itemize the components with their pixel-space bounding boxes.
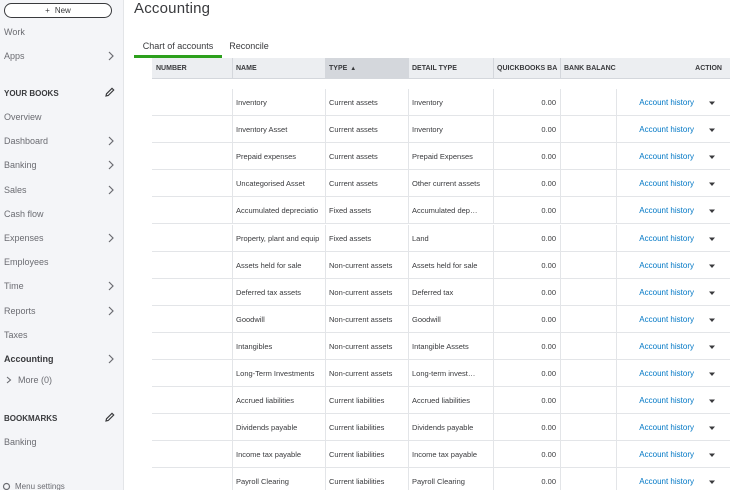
cell-type: Non-current assets bbox=[329, 341, 393, 351]
cell-quickbooks-balance: 0.00 bbox=[541, 314, 556, 324]
cell-bank-balance bbox=[560, 225, 616, 252]
account-history-link[interactable]: Account history bbox=[639, 396, 694, 406]
cell-number bbox=[152, 360, 232, 387]
pencil-icon[interactable] bbox=[104, 86, 116, 98]
bookmarks-header bbox=[4, 410, 120, 426]
header-bank-balance[interactable]: BANK BALANC bbox=[564, 65, 616, 72]
table-row[interactable] bbox=[152, 116, 730, 143]
chevron-down-icon[interactable] bbox=[707, 288, 717, 298]
cell-name: Prepaid expenses bbox=[236, 152, 297, 162]
cell-name: Inventory bbox=[236, 98, 267, 107]
account-history-link[interactable]: Account history bbox=[639, 341, 694, 351]
cell-quickbooks-balance: 0.00 bbox=[541, 423, 556, 433]
table-row[interactable] bbox=[152, 414, 730, 441]
header-action: ACTION bbox=[695, 65, 722, 72]
cell-type: Current liabilities bbox=[329, 450, 385, 460]
cell-detail-type: Payroll Clearing bbox=[412, 477, 465, 487]
table-row[interactable] bbox=[152, 89, 730, 116]
cell-detail-type: Inventory bbox=[412, 98, 443, 107]
chevron-right-icon bbox=[106, 232, 116, 244]
menu-settings-label: Menu settings bbox=[15, 482, 65, 490]
sidebar-item-label: Dashboard bbox=[4, 136, 49, 147]
chevron-right-icon bbox=[106, 305, 116, 317]
cell-number bbox=[152, 89, 232, 116]
cell-quickbooks-balance: 0.00 bbox=[541, 287, 556, 297]
cell-type: Fixed assets bbox=[329, 233, 372, 243]
cell-type: Current liabilities bbox=[329, 477, 385, 487]
cell-quickbooks-balance: 0.00 bbox=[541, 233, 556, 243]
table-row[interactable] bbox=[152, 306, 730, 333]
account-history-link[interactable]: Account history bbox=[639, 152, 694, 162]
gear-icon bbox=[2, 482, 11, 490]
chevron-right-icon bbox=[106, 50, 116, 62]
cell-name: Goodwill bbox=[236, 314, 265, 324]
your-books-header bbox=[4, 85, 120, 101]
cell-number bbox=[152, 252, 232, 279]
cell-quickbooks-balance: 0.00 bbox=[541, 477, 556, 487]
account-history-link[interactable]: Account history bbox=[639, 125, 694, 135]
cell-type: Non-current assets bbox=[329, 369, 393, 378]
cell-quickbooks-balance: 0.00 bbox=[541, 260, 556, 270]
chevron-right-icon bbox=[106, 280, 116, 292]
tab-reconcile[interactable]: Reconcile bbox=[229, 41, 269, 51]
chevron-right-icon bbox=[106, 159, 116, 171]
more-item[interactable] bbox=[6, 375, 52, 385]
cell-bank-balance bbox=[560, 360, 616, 387]
cell-bank-balance bbox=[560, 143, 616, 170]
chevron-down-icon[interactable] bbox=[707, 423, 717, 433]
cell-bank-balance bbox=[560, 441, 616, 468]
sidebar-item-apps[interactable] bbox=[4, 48, 120, 64]
table-row[interactable] bbox=[152, 333, 730, 360]
sidebar-item-label: Time bbox=[4, 281, 24, 292]
cell-name: Income tax payable bbox=[236, 450, 302, 460]
more-label: More (0) bbox=[18, 375, 53, 385]
chevron-down-icon[interactable] bbox=[707, 125, 717, 135]
sidebar-item-banking[interactable] bbox=[4, 157, 120, 173]
cell-number bbox=[152, 279, 232, 306]
cell-quickbooks-balance: 0.00 bbox=[541, 179, 556, 189]
cell-bank-balance bbox=[560, 197, 616, 224]
account-history-link[interactable]: Account history bbox=[639, 477, 694, 487]
sidebar-item-label: Reports bbox=[4, 305, 36, 316]
cell-name: Deferred tax assets bbox=[236, 287, 302, 297]
cell-detail-type: Accrued liabilities bbox=[412, 396, 470, 406]
table-row[interactable] bbox=[152, 252, 730, 279]
account-history-link[interactable]: Account history bbox=[639, 450, 694, 460]
sidebar-item-label: Banking bbox=[4, 160, 37, 171]
account-history-link[interactable]: Account history bbox=[639, 179, 694, 189]
cell-quickbooks-balance: 0.00 bbox=[541, 341, 556, 351]
cell-detail-type: Land bbox=[412, 233, 429, 243]
tab-chart-of-accounts[interactable]: Chart of accounts bbox=[142, 41, 214, 51]
cell-type: Non-current assets bbox=[329, 260, 393, 270]
cell-name: Intangibles bbox=[236, 341, 273, 351]
cell-detail-type: Long-term invest… bbox=[412, 369, 476, 378]
sidebar-item-label: Work bbox=[4, 27, 25, 37]
plus-icon: + bbox=[45, 6, 50, 15]
chevron-down-icon[interactable] bbox=[707, 261, 717, 271]
cell-name: Payroll Clearing bbox=[236, 477, 289, 487]
sidebar-item-time[interactable] bbox=[4, 278, 120, 294]
sidebar-item-sales[interactable] bbox=[4, 182, 120, 198]
cell-quickbooks-balance: 0.00 bbox=[541, 396, 556, 406]
table-row[interactable] bbox=[152, 279, 730, 306]
cell-type: Non-current assets bbox=[329, 314, 393, 324]
chevron-down-icon[interactable] bbox=[707, 396, 717, 406]
chevron-down-icon[interactable] bbox=[707, 206, 717, 216]
sidebar-item-overview[interactable] bbox=[4, 109, 120, 125]
account-history-link[interactable]: Account history bbox=[639, 423, 694, 433]
chevron-right-icon bbox=[106, 135, 116, 147]
cell-number bbox=[152, 143, 232, 170]
cell-detail-type: Accumulated dep… bbox=[412, 206, 478, 216]
cell-type: Current assets bbox=[329, 152, 378, 162]
new-button[interactable] bbox=[4, 3, 112, 18]
bookmarks-label: BOOKMARKS bbox=[4, 413, 58, 423]
cell-detail-type: Inventory bbox=[412, 125, 443, 135]
your-books-label: YOUR BOOKS bbox=[4, 88, 59, 98]
sidebar-item-taxes[interactable] bbox=[4, 327, 120, 343]
chevron-down-icon[interactable] bbox=[707, 369, 717, 379]
cell-type: Current assets bbox=[329, 125, 378, 135]
chevron-right-icon bbox=[106, 184, 116, 196]
table-row[interactable] bbox=[152, 360, 730, 387]
cell-name: Dividends payable bbox=[236, 423, 298, 433]
header-number[interactable]: NUMBER bbox=[156, 65, 187, 72]
header-name[interactable]: NAME bbox=[236, 65, 257, 72]
table-row[interactable] bbox=[152, 225, 730, 252]
cell-quickbooks-balance: 0.00 bbox=[541, 125, 556, 135]
sidebar-item-work[interactable] bbox=[4, 24, 120, 40]
cell-type: Fixed assets bbox=[329, 206, 372, 216]
header-quickbooks-balance[interactable]: QUICKBOOKS BA bbox=[497, 65, 558, 72]
cell-type: Current assets bbox=[329, 179, 378, 189]
cell-number bbox=[152, 225, 232, 252]
cell-bank-balance bbox=[560, 387, 616, 414]
pencil-icon[interactable] bbox=[104, 411, 116, 423]
sidebar-item-label: Banking bbox=[4, 437, 37, 447]
sidebar-item-label: Cash flow bbox=[4, 208, 44, 219]
cell-number bbox=[152, 333, 232, 360]
sidebar-item-employees[interactable] bbox=[4, 254, 120, 270]
cell-number bbox=[152, 197, 232, 224]
cell-type: Current assets bbox=[329, 98, 378, 107]
cell-number bbox=[152, 116, 232, 143]
sidebar-item-label: Apps bbox=[4, 51, 25, 62]
account-history-link[interactable]: Account history bbox=[639, 314, 694, 324]
cell-bank-balance bbox=[560, 414, 616, 441]
table-row[interactable] bbox=[152, 441, 730, 468]
cell-number bbox=[152, 387, 232, 414]
sidebar-item-label: Sales bbox=[4, 184, 27, 195]
chevron-right-icon bbox=[6, 376, 12, 384]
table-row[interactable] bbox=[152, 170, 730, 197]
table-header bbox=[152, 58, 730, 79]
cell-number bbox=[152, 306, 232, 333]
left-sidebar bbox=[0, 0, 124, 490]
account-history-link[interactable]: Account history bbox=[639, 206, 694, 216]
cell-type: Non-current assets bbox=[329, 287, 393, 297]
sort-ascending-icon: ▲ bbox=[350, 65, 357, 72]
cell-detail-type: Goodwill bbox=[412, 314, 441, 324]
cell-quickbooks-balance: 0.00 bbox=[541, 369, 556, 378]
table-row[interactable] bbox=[152, 387, 730, 414]
cell-detail-type: Other current assets bbox=[412, 179, 480, 189]
chevron-down-icon[interactable] bbox=[707, 234, 717, 244]
header-type-label: TYPE bbox=[329, 65, 348, 72]
account-history-link[interactable]: Account history bbox=[639, 369, 694, 378]
sidebar-item-expenses[interactable] bbox=[4, 230, 120, 246]
cell-number bbox=[152, 414, 232, 441]
cell-number bbox=[152, 468, 232, 490]
cell-bank-balance bbox=[560, 116, 616, 143]
chevron-down-icon[interactable] bbox=[707, 179, 717, 189]
cell-number bbox=[152, 441, 232, 468]
cell-detail-type: Income tax payable bbox=[412, 450, 478, 460]
account-history-link[interactable]: Account history bbox=[639, 260, 694, 270]
chevron-down-icon[interactable] bbox=[707, 152, 717, 162]
sidebar-item-cash-flow[interactable] bbox=[4, 206, 120, 222]
sidebar-item-banking[interactable] bbox=[4, 434, 120, 450]
new-button-label: New bbox=[54, 6, 71, 15]
chevron-right-icon bbox=[106, 353, 116, 365]
cell-bank-balance bbox=[560, 468, 616, 490]
account-history-link[interactable]: Account history bbox=[639, 233, 694, 243]
header-type[interactable] bbox=[325, 58, 408, 79]
cell-name: Property, plant and equip bbox=[236, 233, 320, 243]
cell-name: Accumulated depreciatio bbox=[236, 206, 319, 216]
account-history-link[interactable]: Account history bbox=[639, 98, 694, 107]
cell-bank-balance bbox=[560, 279, 616, 306]
sidebar-item-reports[interactable] bbox=[4, 303, 120, 319]
cell-detail-type: Deferred tax bbox=[412, 287, 454, 297]
sidebar-item-accounting[interactable] bbox=[4, 351, 120, 367]
cell-bank-balance bbox=[560, 170, 616, 197]
cell-name: Long-Term Investments bbox=[236, 369, 315, 378]
chevron-down-icon[interactable] bbox=[707, 477, 717, 487]
chevron-down-icon[interactable] bbox=[707, 98, 717, 108]
cell-quickbooks-balance: 0.00 bbox=[541, 206, 556, 216]
cell-detail-type: Assets held for sale bbox=[412, 260, 478, 270]
chevron-down-icon[interactable] bbox=[707, 450, 717, 460]
page-title: Accounting bbox=[134, 0, 211, 17]
cell-name: Accrued liabilities bbox=[236, 396, 294, 406]
cell-bank-balance bbox=[560, 333, 616, 360]
cell-quickbooks-balance: 0.00 bbox=[541, 98, 556, 107]
cell-detail-type: Prepaid Expenses bbox=[412, 152, 473, 162]
cell-bank-balance bbox=[560, 252, 616, 279]
cell-type: Current liabilities bbox=[329, 423, 385, 433]
cell-name: Uncategorised Asset bbox=[236, 179, 305, 189]
header-detail-type[interactable]: DETAIL TYPE bbox=[412, 65, 457, 72]
sidebar-item-label: Employees bbox=[4, 257, 49, 268]
table-row[interactable] bbox=[152, 197, 730, 224]
cell-type: Current liabilities bbox=[329, 396, 385, 406]
cell-quickbooks-balance: 0.00 bbox=[541, 152, 556, 162]
sidebar-item-label: Accounting bbox=[4, 354, 54, 364]
cell-bank-balance bbox=[560, 89, 616, 116]
chevron-down-icon[interactable] bbox=[707, 342, 717, 352]
cell-number bbox=[152, 170, 232, 197]
cell-quickbooks-balance: 0.00 bbox=[541, 450, 556, 460]
sidebar-item-label: Taxes bbox=[4, 329, 28, 340]
cell-name: Assets held for sale bbox=[236, 260, 302, 270]
cell-detail-type: Intangible Assets bbox=[412, 341, 469, 351]
chevron-down-icon[interactable] bbox=[707, 315, 717, 325]
sidebar-item-label: Overview bbox=[4, 112, 42, 122]
cell-name: Inventory Asset bbox=[236, 125, 288, 135]
menu-settings[interactable] bbox=[2, 482, 65, 490]
cell-detail-type: Dividends payable bbox=[412, 423, 474, 433]
cell-bank-balance bbox=[560, 306, 616, 333]
table-row[interactable] bbox=[152, 143, 730, 170]
account-history-link[interactable]: Account history bbox=[639, 287, 694, 297]
sidebar-item-label: Expenses bbox=[4, 233, 44, 243]
table-row[interactable] bbox=[152, 468, 730, 490]
sidebar-item-dashboard[interactable] bbox=[4, 133, 120, 149]
